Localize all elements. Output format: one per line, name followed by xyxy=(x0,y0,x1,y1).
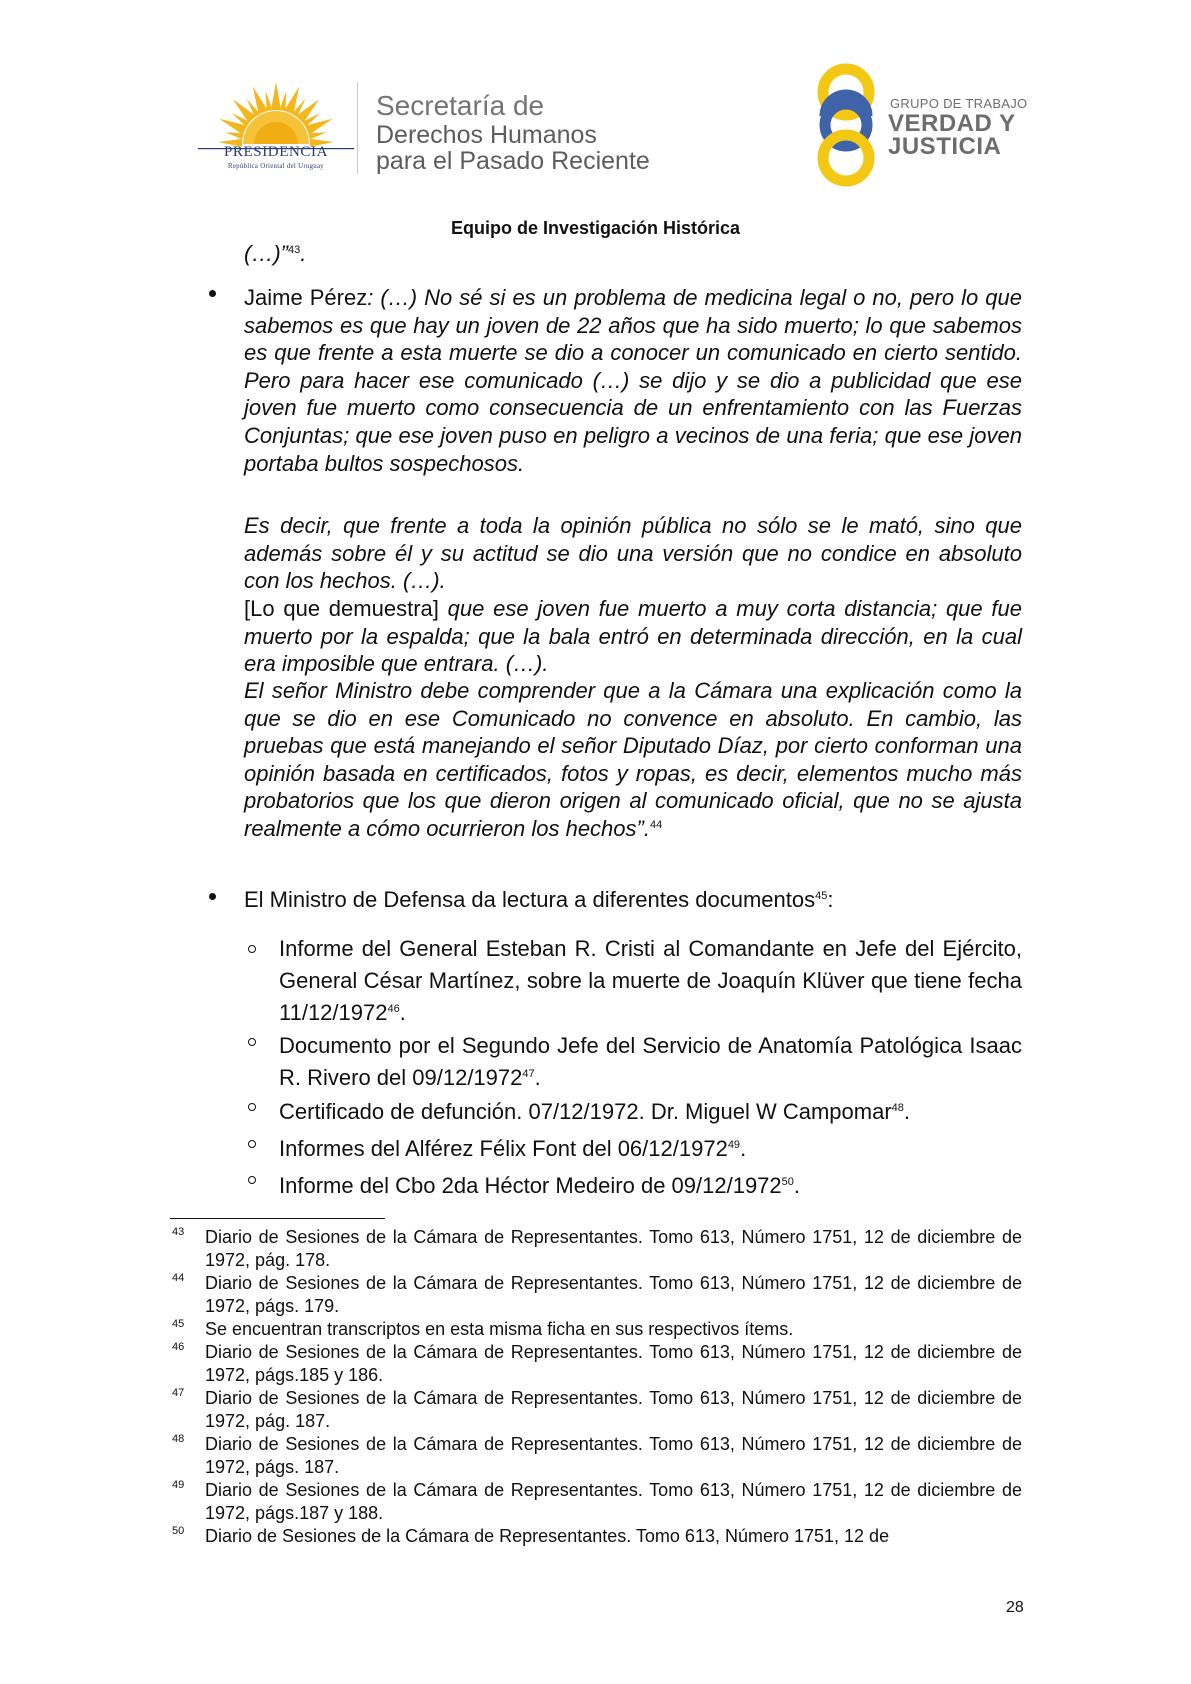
gtvj-line-3: JUSTICIA xyxy=(888,133,1002,160)
footnote-text: Se encuentran transcriptos en esta misma ficha en sus respectivos ítems. xyxy=(205,1319,794,1339)
footnote-number: 45 xyxy=(172,1318,185,1330)
hollow-bullet-icon xyxy=(248,1103,256,1111)
footnote-ref-43[interactable]: 43 xyxy=(287,244,301,256)
document-item: Certificado de defunción. 07/12/1972. Dr. Miguel W Campomar$^{48}$. xyxy=(279,1099,911,1124)
footnote-number: 49 xyxy=(172,1479,185,1491)
footnote-ref-50[interactable]: 50 xyxy=(781,1176,794,1188)
presidencia-wordmark: PRESIDENCIA xyxy=(223,144,329,160)
presidencia-subtitle: República Oriental del Uruguay xyxy=(227,163,324,170)
gtvj-line-2: VERDAD Y xyxy=(888,110,1016,137)
footnote-number: 48 xyxy=(172,1433,185,1445)
document-item: Informes del Alférez Félix Font del 06/12/1972$^{49}$. xyxy=(279,1136,747,1161)
document-item: Documento por el Segundo Jefe del Servicio de Anatomía Patológica Isaac R. Rivero del 09/12/1972$^{47}$. xyxy=(279,1033,1022,1090)
hollow-bullet-icon xyxy=(248,1176,256,1184)
footnote-text: Diario de Sesiones de la Cámara de Representantes. Tomo 613, Número 1751, 12 de diciembre de 1972, págs.187 y 188. xyxy=(205,1480,1022,1523)
gtvj-line-1: GRUPO DE TRABAJO xyxy=(890,96,1028,111)
secretaria-line-1: Secretaría de xyxy=(376,90,545,121)
jaime-perez-quote-paragraph-1: Jaime Pérez: (…) No sé si es un problema de medicina legal o no, pero lo que sabemos es que hay un joven de 22 años que ha sido muerto; lo que sabemos es que frente a esta muerte se dio a conocer un comunicado en cierto sentido. Pero para hacer ese comunicado (…) se dijo y se dio a publicidad que ese joven fue muerto como consecuencia de un enfrentamiento con las Fuerzas Conjuntas; que ese joven puso en peligro a vecinos de una feria; que ese joven portaba bultos sospechosos. xyxy=(244,285,1022,476)
previous-quote-tail: (…)”$^{43}$. xyxy=(244,241,307,266)
footnote-ref-46[interactable]: 46 xyxy=(387,1003,400,1015)
footnote-number: 44 xyxy=(172,1272,185,1284)
secretaria-line-3: para el Pasado Reciente xyxy=(376,147,650,175)
footnote-text: Diario de Sesiones de la Cámara de Representantes. Tomo 613, Número 1751, 12 de diciembre de 1972, págs.185 y 186. xyxy=(205,1342,1022,1385)
footnote-ref-49[interactable]: 49 xyxy=(727,1139,741,1151)
footnote-number: 43 xyxy=(172,1226,185,1238)
jaime-perez-quote-paragraph-2: Es decir, que frente a toda la opinión pública no sólo se le mató, sino que además sobre él y su actitud se dio una versión que no condice en absoluto con los hechos. (…). xyxy=(244,513,1022,594)
footnote-text: Diario de Sesiones de la Cámara de Representantes. Tomo 613, Número 1751, 12 de diciembre de 1972, págs. 187. xyxy=(205,1434,1022,1477)
ministro-defensa-line: El Ministro de Defensa da lectura a diferentes documentos$^{45}$: xyxy=(244,887,834,912)
footnote-text: Diario de Sesiones de la Cámara de Representantes. Tomo 613, Número 1751, 12 de diciembre de 1972, pág. 187. xyxy=(205,1388,1022,1431)
page-number: 28 xyxy=(1006,1599,1024,1616)
jaime-perez-quote-paragraph-3: [Lo que demuestra] que ese joven fue muerto a muy corta distancia; que fue muerto por la espalda; que la bala entró en determinada dirección, en la cual era imposible que entrara. (…). xyxy=(244,596,1022,677)
footnote-ref-47[interactable]: 47 xyxy=(522,1068,535,1080)
footnote-number: 46 xyxy=(172,1341,185,1353)
footnote-ref-45[interactable]: 45 xyxy=(815,890,828,902)
hollow-bullet-icon xyxy=(248,1140,256,1148)
footnote-number: 50 xyxy=(172,1525,185,1537)
footnote-number: 47 xyxy=(172,1387,185,1399)
header-divider xyxy=(357,82,358,174)
footnote-text: Diario de Sesiones de la Cámara de Representantes. Tomo 613, Número 1751, 12 de diciembre de 1972, pág. 178. xyxy=(205,1227,1022,1270)
hollow-bullet-icon xyxy=(248,1038,256,1046)
bullet-icon xyxy=(209,893,216,900)
secretaria-line-2: Derechos Humanos xyxy=(376,121,597,149)
editorial-bracket: [Lo que demuestra] xyxy=(244,596,439,621)
footnote-text: Diario de Sesiones de la Cámara de Representantes. Tomo 613, Número 1751, 12 de diciembre de 1972, págs. 179. xyxy=(205,1273,1022,1316)
header-subtitle: Equipo de Investigación Histórica xyxy=(450,218,741,238)
document-item: Informe del General Esteban R. Cristi al Comandante en Jefe del Ejército, General César Martínez, sobre la muerte de Joaquín Klüver que tiene fecha 11/12/1972$^{46}$. xyxy=(279,936,1022,1025)
document-item: Informe del Cbo 2da Héctor Medeiro de 09/12/1972$^{50}$. xyxy=(279,1173,801,1198)
speaker-name: Jaime Pérez xyxy=(244,285,368,310)
footnote-text: Diario de Sesiones de la Cámara de Representantes. Tomo 613, Número 1751, 12 de xyxy=(205,1526,890,1546)
bullet-icon xyxy=(209,290,216,297)
footnote-separator xyxy=(170,1218,385,1219)
quote-text: (…) No sé si es un problema de medicina legal o no, pero lo que sabemos es que hay un joven de 22 años que ha sido muerto; lo que sabemos es que frente a esta muerte se dio a conocer un comunicado en cierto sentido. Pero para hacer ese comunicado (…) se dijo y se dio a publicidad que ese joven fue muerto como consecuencia de un enfrentamiento con las Fuerzas Conjuntas; que ese joven puso en peligro a vecinos de una feria; que ese joven portaba bultos sospechosos. xyxy=(244,285,1022,476)
jaime-perez-quote-paragraph-4: El señor Ministro debe comprender que a la Cámara una explicación como la que se dio en ese Comunicado no convence en absoluto. En cambio, las pruebas que está manejando el señor Diputado Díaz, por cierto conforman una opinión basada en certificados, fotos y ropas, es decir, elementos mucho más probatorios que los que dieron origen al comunicado oficial, que no se ajusta realmente a cómo ocurrieron los hechos”.$^{44}$ xyxy=(244,678,1022,841)
footnote-ref-44[interactable]: 44 xyxy=(649,818,663,831)
hollow-bullet-icon xyxy=(248,945,256,953)
footnote-ref-48[interactable]: 48 xyxy=(891,1102,904,1114)
